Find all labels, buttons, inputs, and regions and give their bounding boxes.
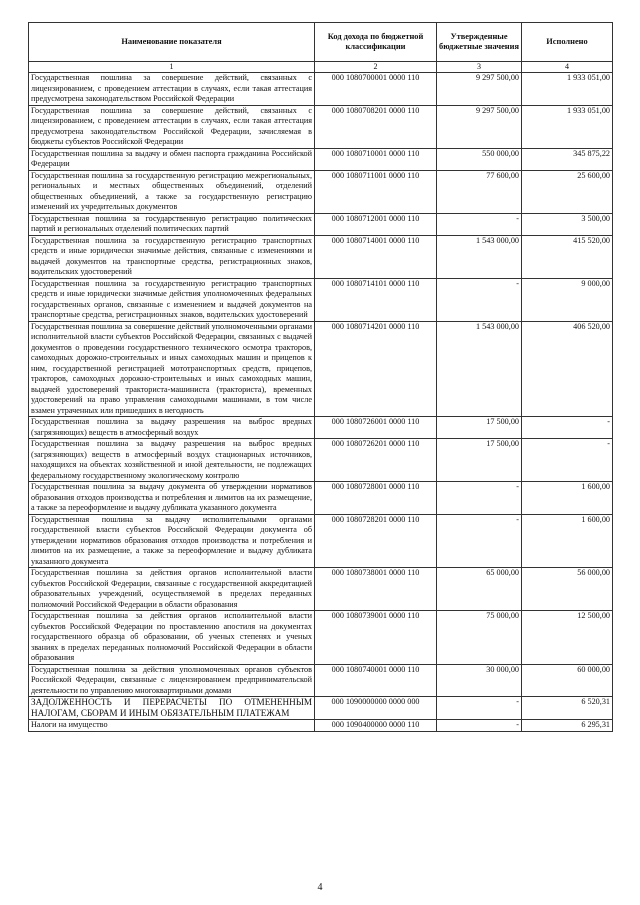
header-done: Исполнено — [522, 23, 613, 62]
row-approved: - — [437, 697, 522, 720]
row-name: Государственная пошлина за государственную регистрацию транспортных средств и иные юридически значимые действия уполномоченных федеральных государственных органов, связанные с изменением и выдачей документов на транспортные средства, регистрационных знаков, водительских удостоверений — [29, 278, 315, 321]
row-code: 000 1080728001 0000 110 — [315, 482, 437, 515]
row-approved: 1 543 000,00 — [437, 321, 522, 417]
row-approved: 17 500,00 — [437, 417, 522, 439]
row-done: 6 520,31 — [522, 697, 613, 720]
table-row — [29, 720, 613, 732]
table-row — [29, 568, 613, 611]
row-approved: - — [437, 482, 522, 515]
row-code: 000 1080739001 0000 110 — [315, 611, 437, 665]
row-code: 000 1090400000 0000 110 — [315, 720, 437, 732]
table-row — [29, 664, 613, 697]
row-done: 3 500,00 — [522, 213, 613, 235]
row-name: Государственная пошлина за действия органов исполнительной власти субъектов Российской Федерации, связанные с государственной аккредитацией образовательных учреждений, осуществляемой в пределах переданных полномочий Российской Федерации в области образования — [29, 568, 315, 611]
table-row — [29, 148, 613, 170]
row-done: 1 933 051,00 — [522, 73, 613, 106]
row-approved: 1 543 000,00 — [437, 235, 522, 278]
row-approved: 30 000,00 — [437, 664, 522, 697]
header-name: Наименование показателя — [29, 23, 315, 62]
row-done: 9 000,00 — [522, 278, 613, 321]
table-row — [29, 514, 613, 568]
row-name: ЗАДОЛЖЕННОСТЬ И ПЕРЕРАСЧЕТЫ ПО ОТМЕНЕННЫМ НАЛОГАМ, СБОРАМ И ИНЫМ ОБЯЗАТЕЛЬНЫМ ПЛАТЕЖАМ — [29, 697, 315, 720]
table-row — [29, 697, 613, 720]
row-code: 000 1080714201 0000 110 — [315, 321, 437, 417]
row-approved: 75 000,00 — [437, 611, 522, 665]
row-done: 6 295,31 — [522, 720, 613, 732]
row-approved: - — [437, 514, 522, 568]
table-body — [29, 73, 613, 732]
row-approved: - — [437, 720, 522, 732]
table-row — [29, 235, 613, 278]
table-row — [29, 73, 613, 106]
row-done: 12 500,00 — [522, 611, 613, 665]
row-done: 406 520,00 — [522, 321, 613, 417]
row-name: Государственная пошлина за совершение действий, связанных с лицензированием, с проведением аттестации в случаях, если такая аттестация предусмотрена законодательством Российской Федерации — [29, 73, 315, 106]
row-code: 000 1080738001 0000 110 — [315, 568, 437, 611]
row-code: 000 1080726001 0000 110 — [315, 417, 437, 439]
row-done: 345 875,22 — [522, 148, 613, 170]
row-approved: - — [437, 278, 522, 321]
col-number-3: 3 — [437, 62, 522, 73]
row-name: Государственная пошлина за совершение действий уполномоченными органами исполнительной власти субъектов Российской Федерации, связанных с выдачей документов о проведении государственного технического осмотра тракторов, самоходных дорожно-строительных и иных самоходных машин и прицепов к ним, государственной регистрацией мототранспортных средств, прицепов, тракторов, самоходных дорожно-строительных и иных самоходных машин, выдачей удостоверений тракториста-машиниста (тракториста), временных удостоверений на право управления самоходными машинами, в том числе взамен утраченных или пришедших в негодность — [29, 321, 315, 417]
header-code: Код дохода по бюджетной классификации — [315, 23, 437, 62]
row-name: Государственная пошлина за государственную регистрацию межрегиональных, региональных и местных общественных объединений, отделений общественных объединений, а также за государственную регистрацию изменений их учредительных документов — [29, 170, 315, 213]
header-numbers-row — [29, 62, 613, 73]
row-done: 60 000,00 — [522, 664, 613, 697]
table-row — [29, 105, 613, 148]
row-code: 000 1080708201 0000 110 — [315, 105, 437, 148]
row-code: 000 1090000000 0000 000 — [315, 697, 437, 720]
row-name: Налоги на имущество — [29, 720, 315, 732]
row-approved: 9 297 500,00 — [437, 73, 522, 106]
row-name: Государственная пошлина за выдачу и обмен паспорта гражданина Российской Федерации — [29, 148, 315, 170]
row-done: 1 933 051,00 — [522, 105, 613, 148]
table-row — [29, 482, 613, 515]
row-done: 25 600,00 — [522, 170, 613, 213]
row-code: 000 1080726201 0000 110 — [315, 439, 437, 482]
row-code: 000 1080710001 0000 110 — [315, 148, 437, 170]
row-approved: 550 000,00 — [437, 148, 522, 170]
col-number-1: 1 — [29, 62, 315, 73]
budget-table — [28, 22, 613, 732]
row-approved: - — [437, 213, 522, 235]
row-done: - — [522, 439, 613, 482]
col-number-2: 2 — [315, 62, 437, 73]
row-approved: 65 000,00 — [437, 568, 522, 611]
row-name: Государственная пошлина за выдачу разрешения на выброс вредных (загрязняющих) веществ в атмосферный воздух стационарных источников, находящихся на объектах хозяйственной и иной деятельности, не подлежащих федеральному государственному экологическому контролю — [29, 439, 315, 482]
row-name: Государственная пошлина за совершение действий, связанных с лицензированием, с проведением аттестации в случаях, если такая аттестация предусмотрена законодательством Российской Федерации, зачисляемая в бюджеты субъектов Российской Федерации — [29, 105, 315, 148]
col-number-4: 4 — [522, 62, 613, 73]
row-approved: 17 500,00 — [437, 439, 522, 482]
page-number: 4 — [317, 882, 323, 893]
row-done: 1 600,00 — [522, 482, 613, 515]
row-approved: 9 297 500,00 — [437, 105, 522, 148]
table-row — [29, 278, 613, 321]
header-row — [29, 23, 613, 62]
table-row — [29, 611, 613, 665]
row-done: - — [522, 417, 613, 439]
row-code: 000 1080700001 0000 110 — [315, 73, 437, 106]
row-name: Государственная пошлина за государственную регистрацию транспортных средств и иные юридически значимые действия, связанные с изменениями и выдачей документов на транспортные средства, регистрационных знаков, водительских удостоверений — [29, 235, 315, 278]
header-approved: Утвержденные бюджетные значения — [437, 23, 522, 62]
table-row — [29, 439, 613, 482]
row-code: 000 1080728201 0000 110 — [315, 514, 437, 568]
row-done: 415 520,00 — [522, 235, 613, 278]
table-row — [29, 321, 613, 417]
row-name: Государственная пошлина за государственную регистрацию политических партий и региональных отделений политических партий — [29, 213, 315, 235]
row-code: 000 1080714101 0000 110 — [315, 278, 437, 321]
table-row — [29, 417, 613, 439]
row-name: Государственная пошлина за действия уполномоченных органов субъектов Российской Федерации, связанные с лицензированием предпринимательской деятельности по управлению многоквартирными домами — [29, 664, 315, 697]
row-approved: 77 600,00 — [437, 170, 522, 213]
row-name: Государственная пошлина за выдачу разрешения на выброс вредных (загрязняющих) веществ в атмосферный воздух — [29, 417, 315, 439]
row-code: 000 1080740001 0000 110 — [315, 664, 437, 697]
row-code: 000 1080712001 0000 110 — [315, 213, 437, 235]
row-name: Государственная пошлина за выдачу исполнительными органами государственной власти субъектов Российской Федерации документа об утверждении нормативов образования отходов производства и потребления и лимитов на их размещение, а также за переоформление и выдачу дубликата указанного документа — [29, 514, 315, 568]
row-code: 000 1080711001 0000 110 — [315, 170, 437, 213]
row-name: Государственная пошлина за выдачу документа об утверждении нормативов образования отходов производства и потребления и лимитов на их размещение, а также за переоформление и выдачу дубликата указанного документа — [29, 482, 315, 515]
row-name: Государственная пошлина за действия органов исполнительной власти субъектов Российской Федерации по проставлению апостиля на документах государственного образца об образовании, об ученых степенях и ученых званиях в пределах переданных полномочий Российской Федерации в области образования — [29, 611, 315, 665]
row-done: 1 600,00 — [522, 514, 613, 568]
row-done: 56 000,00 — [522, 568, 613, 611]
table-row — [29, 170, 613, 213]
table-row — [29, 213, 613, 235]
row-code: 000 1080714001 0000 110 — [315, 235, 437, 278]
